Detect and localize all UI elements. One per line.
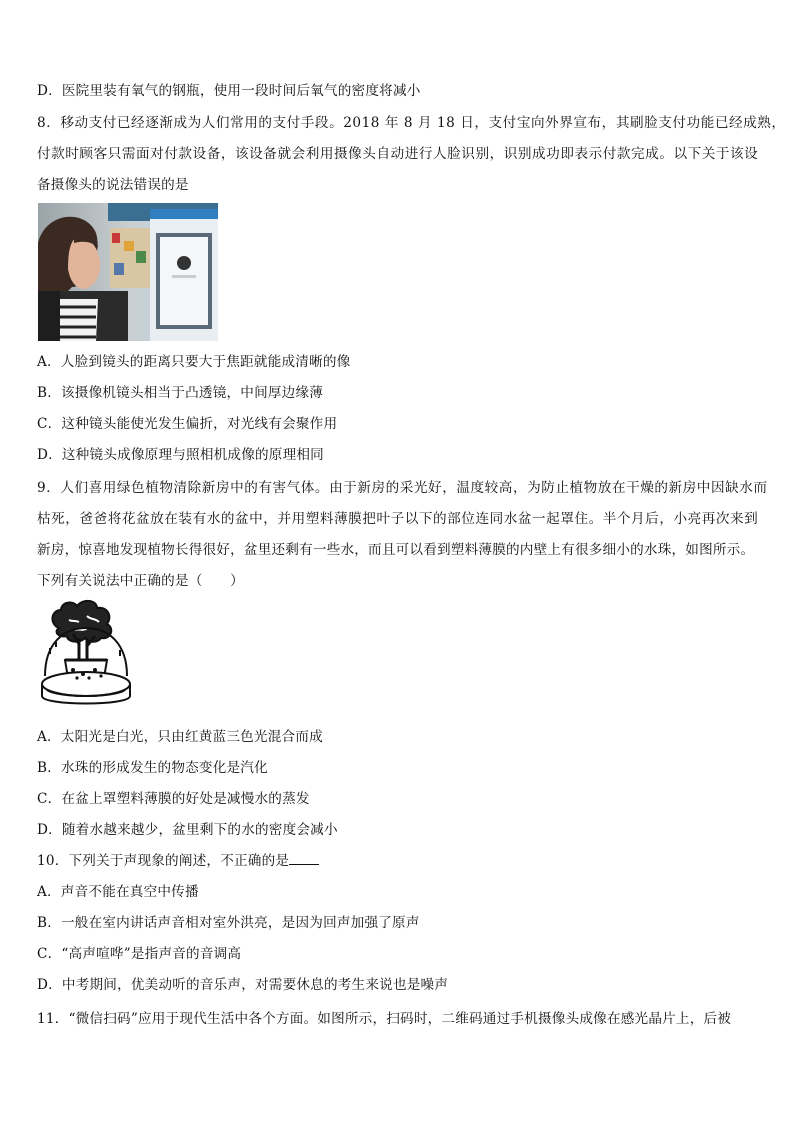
q8-stem-line-3: 备摄像头的说法错误的是: [37, 177, 189, 193]
q8-option-a: A．人脸到镜头的距离只要大于焦距就能成清晰的像: [37, 354, 351, 370]
q8-stem-line-2: 付款时顾客只需面对付款设备，该设备就会利用摄像头自动进行人脸识别，识别成功即表示付款完成。以下关于该设: [37, 146, 759, 162]
q8-option-d: D．这种镜头成像原理与照相机成像的原理相同: [37, 447, 324, 463]
q10-option-d: D．中考期间，优美动听的音乐声，对需要休息的考生来说也是噪声: [37, 977, 449, 993]
q9-option-d: D．随着水越来越少，盆里剩下的水的密度会减小: [37, 822, 338, 838]
q8-option-b: B．该摄像机镜头相当于凸透镜，中间厚边缘薄: [37, 385, 324, 401]
plant-covered-pot-figure: [39, 598, 133, 713]
answer-blank: [289, 852, 319, 865]
q10-option-c: C．“高声喧哗”是指声音的音调高: [37, 946, 242, 962]
q9-stem-line-3: 新房，惊喜地发现植物长得很好，盆里还剩有一些水，而且可以看到塑料薄膜的内壁上有很多细小的水珠，如图所示。: [37, 542, 755, 558]
q11-stem-line-1: 11．“微信扫码”应用于现代生活中各个方面。如图所示，扫码时，二维码通过手机摄像头成像在感光晶片上，后被: [37, 1011, 732, 1027]
q10-option-a: A．声音不能在真空中传播: [37, 884, 199, 900]
q9-stem-line-4: 下列有关说法中正确的是（ ）: [37, 573, 244, 589]
q7-option-d: D．医院里装有氧气的钢瓶，使用一段时间后氧气的密度将减小: [37, 83, 421, 99]
q9-stem-line-2: 枯死，爸爸将花盆放在装有水的盆中，并用塑料薄膜把叶子以下的部位连同水盆一起罩住。半个月后，小亮再次来到: [37, 511, 759, 527]
q10-stem: [37, 851, 319, 871]
q9-option-b: B．水珠的形成发生的物态变化是汽化: [37, 760, 268, 776]
q9-option-c: C．在盆上罩塑料薄膜的好处是减慢水的蒸发: [37, 791, 310, 807]
q9-stem-line-1: 9．人们喜用绿色植物清除新房中的有害气体。由于新房的采光好，温度较高，为防止植物放在干燥的新房中因缺水而: [37, 480, 768, 496]
q10-stem-text: 10．下列关于声现象的阐述，不正确的是: [37, 853, 290, 869]
q9-option-a: A．太阳光是白光，只由红黄蓝三色光混合而成: [37, 729, 323, 745]
q10-option-b: B．一般在室内讲话声音相对室外洪亮，是因为回声加强了原声: [37, 915, 420, 931]
q8-option-c: C．这种镜头能使光发生偏折，对光线有会聚作用: [37, 416, 338, 432]
face-payment-photo: [38, 203, 218, 341]
q8-stem-line-1: 8．移动支付已经逐渐成为人们常用的支付手段。2018 年 8 月 18 日，支付宝向外界宣布，其刷脸支付功能已经成熟，: [37, 115, 786, 131]
